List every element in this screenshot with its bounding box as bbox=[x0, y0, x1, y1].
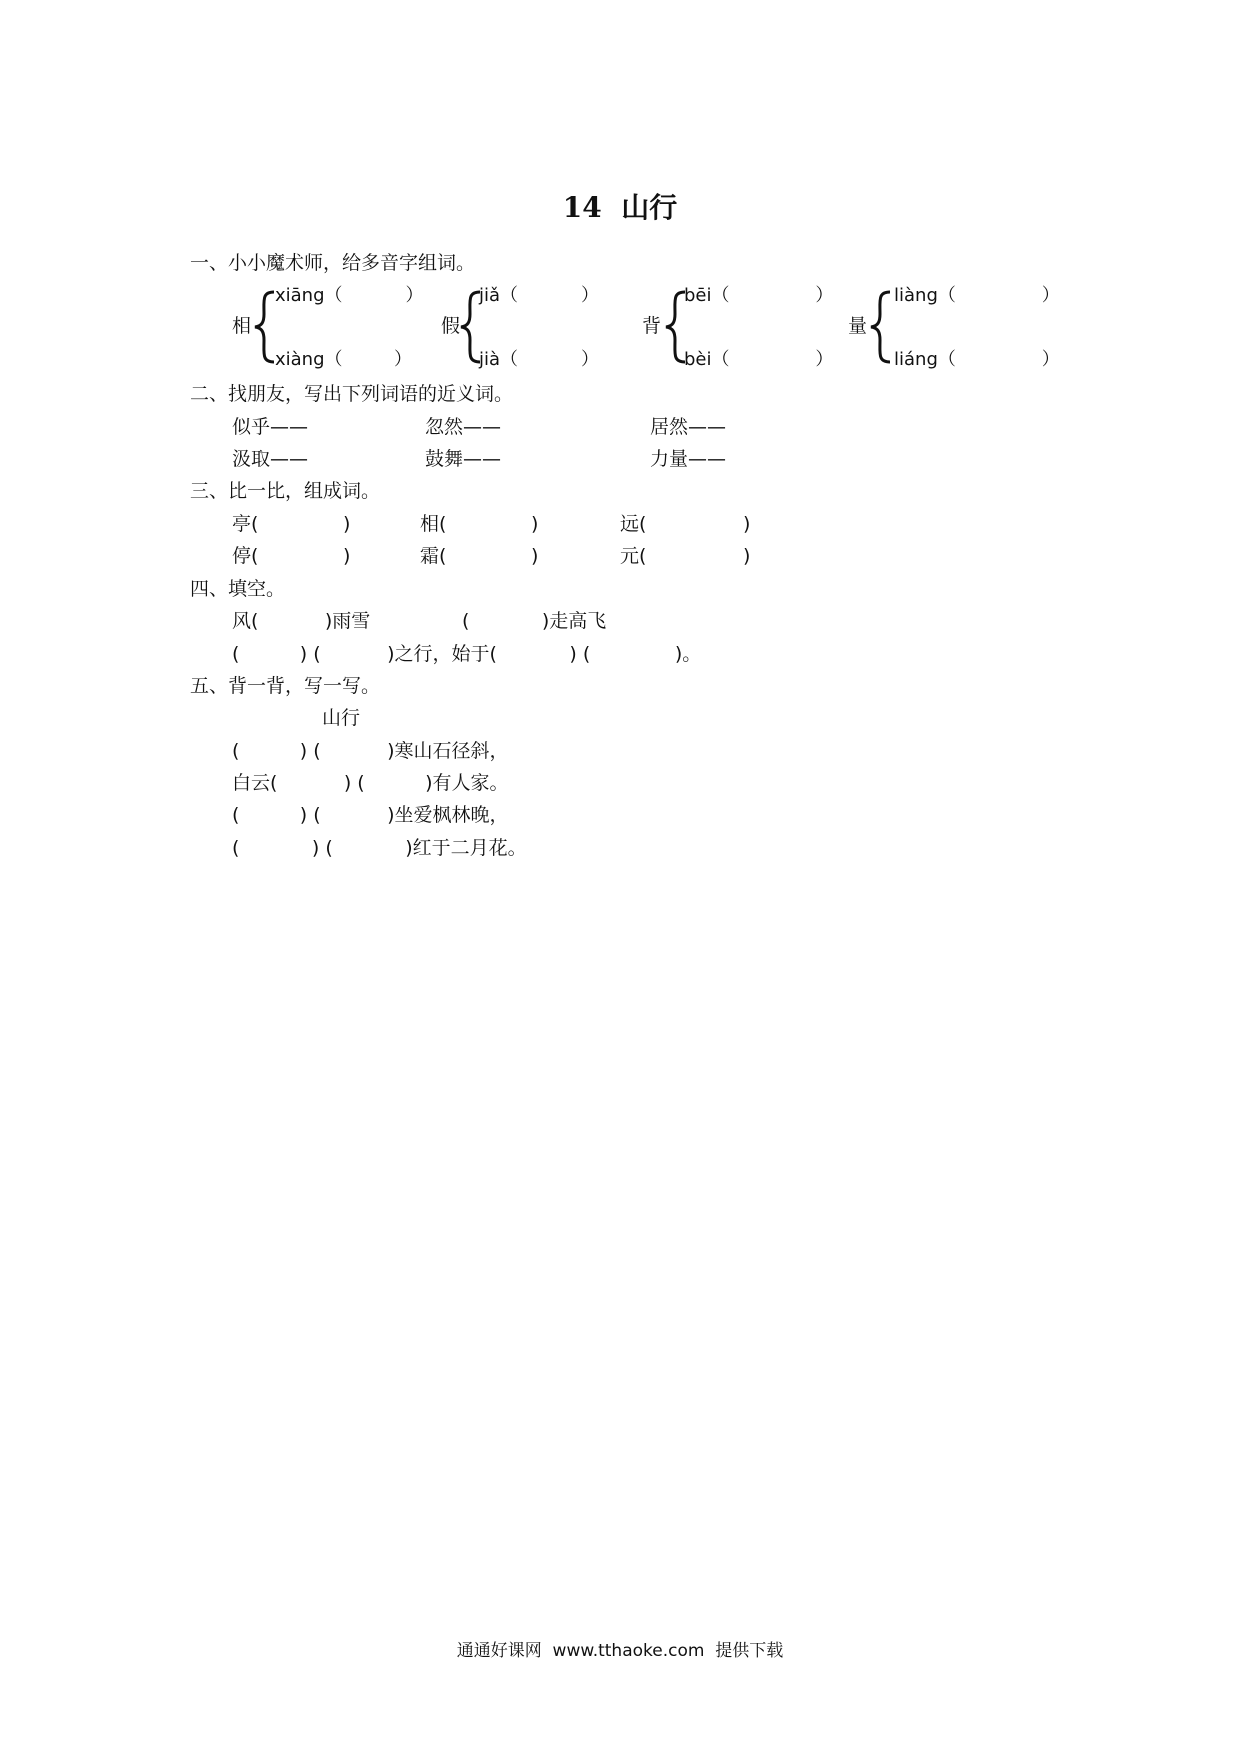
pinyin-blank: xiàng（ ） bbox=[275, 349, 413, 370]
pinyin-blank: bèi（ ） bbox=[684, 349, 834, 370]
poem-title: 山行 bbox=[322, 707, 361, 729]
compare-item: 远( ) bbox=[620, 513, 751, 535]
poem-line: ( ) ( )坐爱枫林晚， bbox=[232, 804, 509, 826]
pinyin-blank: bēi（ ） bbox=[684, 285, 834, 306]
compare-item: 亭( ) bbox=[232, 513, 351, 535]
compare-item: 霜( ) bbox=[420, 545, 539, 567]
polyphone-char: 量 bbox=[848, 315, 868, 337]
polyphone-char: 假 bbox=[441, 315, 461, 337]
pinyin-blank: liàng（ ） bbox=[894, 285, 1060, 306]
poem-line: ( ) ( )寒山石径斜， bbox=[232, 740, 509, 762]
synonym-item: 汲取—— bbox=[232, 448, 309, 470]
poem-line: ( ) ( )红于二月花。 bbox=[232, 837, 527, 859]
section-3-heading: 三、比一比，组成词。 bbox=[190, 480, 381, 502]
pinyin-blank: jiǎ（ ） bbox=[479, 285, 599, 306]
synonym-item: 鼓舞—— bbox=[425, 448, 502, 470]
compare-item: 相( ) bbox=[420, 513, 539, 535]
fill-blank-line: ( )走高飞 bbox=[462, 610, 607, 632]
poem-line: 白云( ) ( )有人家。 bbox=[232, 772, 509, 794]
pinyin-blank: liáng（ ） bbox=[894, 349, 1060, 370]
polyphone-char: 相 bbox=[232, 315, 252, 337]
page-title: 14 山行 bbox=[562, 191, 678, 224]
section-4-heading: 四、填空。 bbox=[190, 578, 286, 600]
section-5-heading: 五、背一背，写一写。 bbox=[190, 675, 381, 697]
synonym-item: 忽然—— bbox=[425, 416, 502, 438]
synonym-item: 似乎—— bbox=[232, 416, 309, 438]
section-2-heading: 二、找朋友，写出下列词语的近义词。 bbox=[190, 383, 514, 405]
synonym-item: 居然—— bbox=[650, 416, 727, 438]
fill-blank-line: ( ) ( )之行，始于( ) ( )。 bbox=[232, 643, 702, 665]
synonym-item: 力量—— bbox=[650, 448, 727, 470]
fill-blank-line: 风( )雨雪 bbox=[232, 610, 371, 632]
compare-item: 停( ) bbox=[232, 545, 351, 567]
pinyin-blank: jià（ ） bbox=[479, 349, 599, 370]
pinyin-blank: xiāng（ ） bbox=[275, 285, 424, 306]
footer-credit: 通通好课网 www.tthaoke.com 提供下载 bbox=[456, 1641, 784, 1661]
section-1-heading: 一、小小魔术师，给多音字组词。 bbox=[190, 252, 476, 274]
brace-icon bbox=[868, 290, 894, 364]
compare-item: 元( ) bbox=[620, 545, 751, 567]
polyphone-char: 背 bbox=[642, 315, 662, 337]
